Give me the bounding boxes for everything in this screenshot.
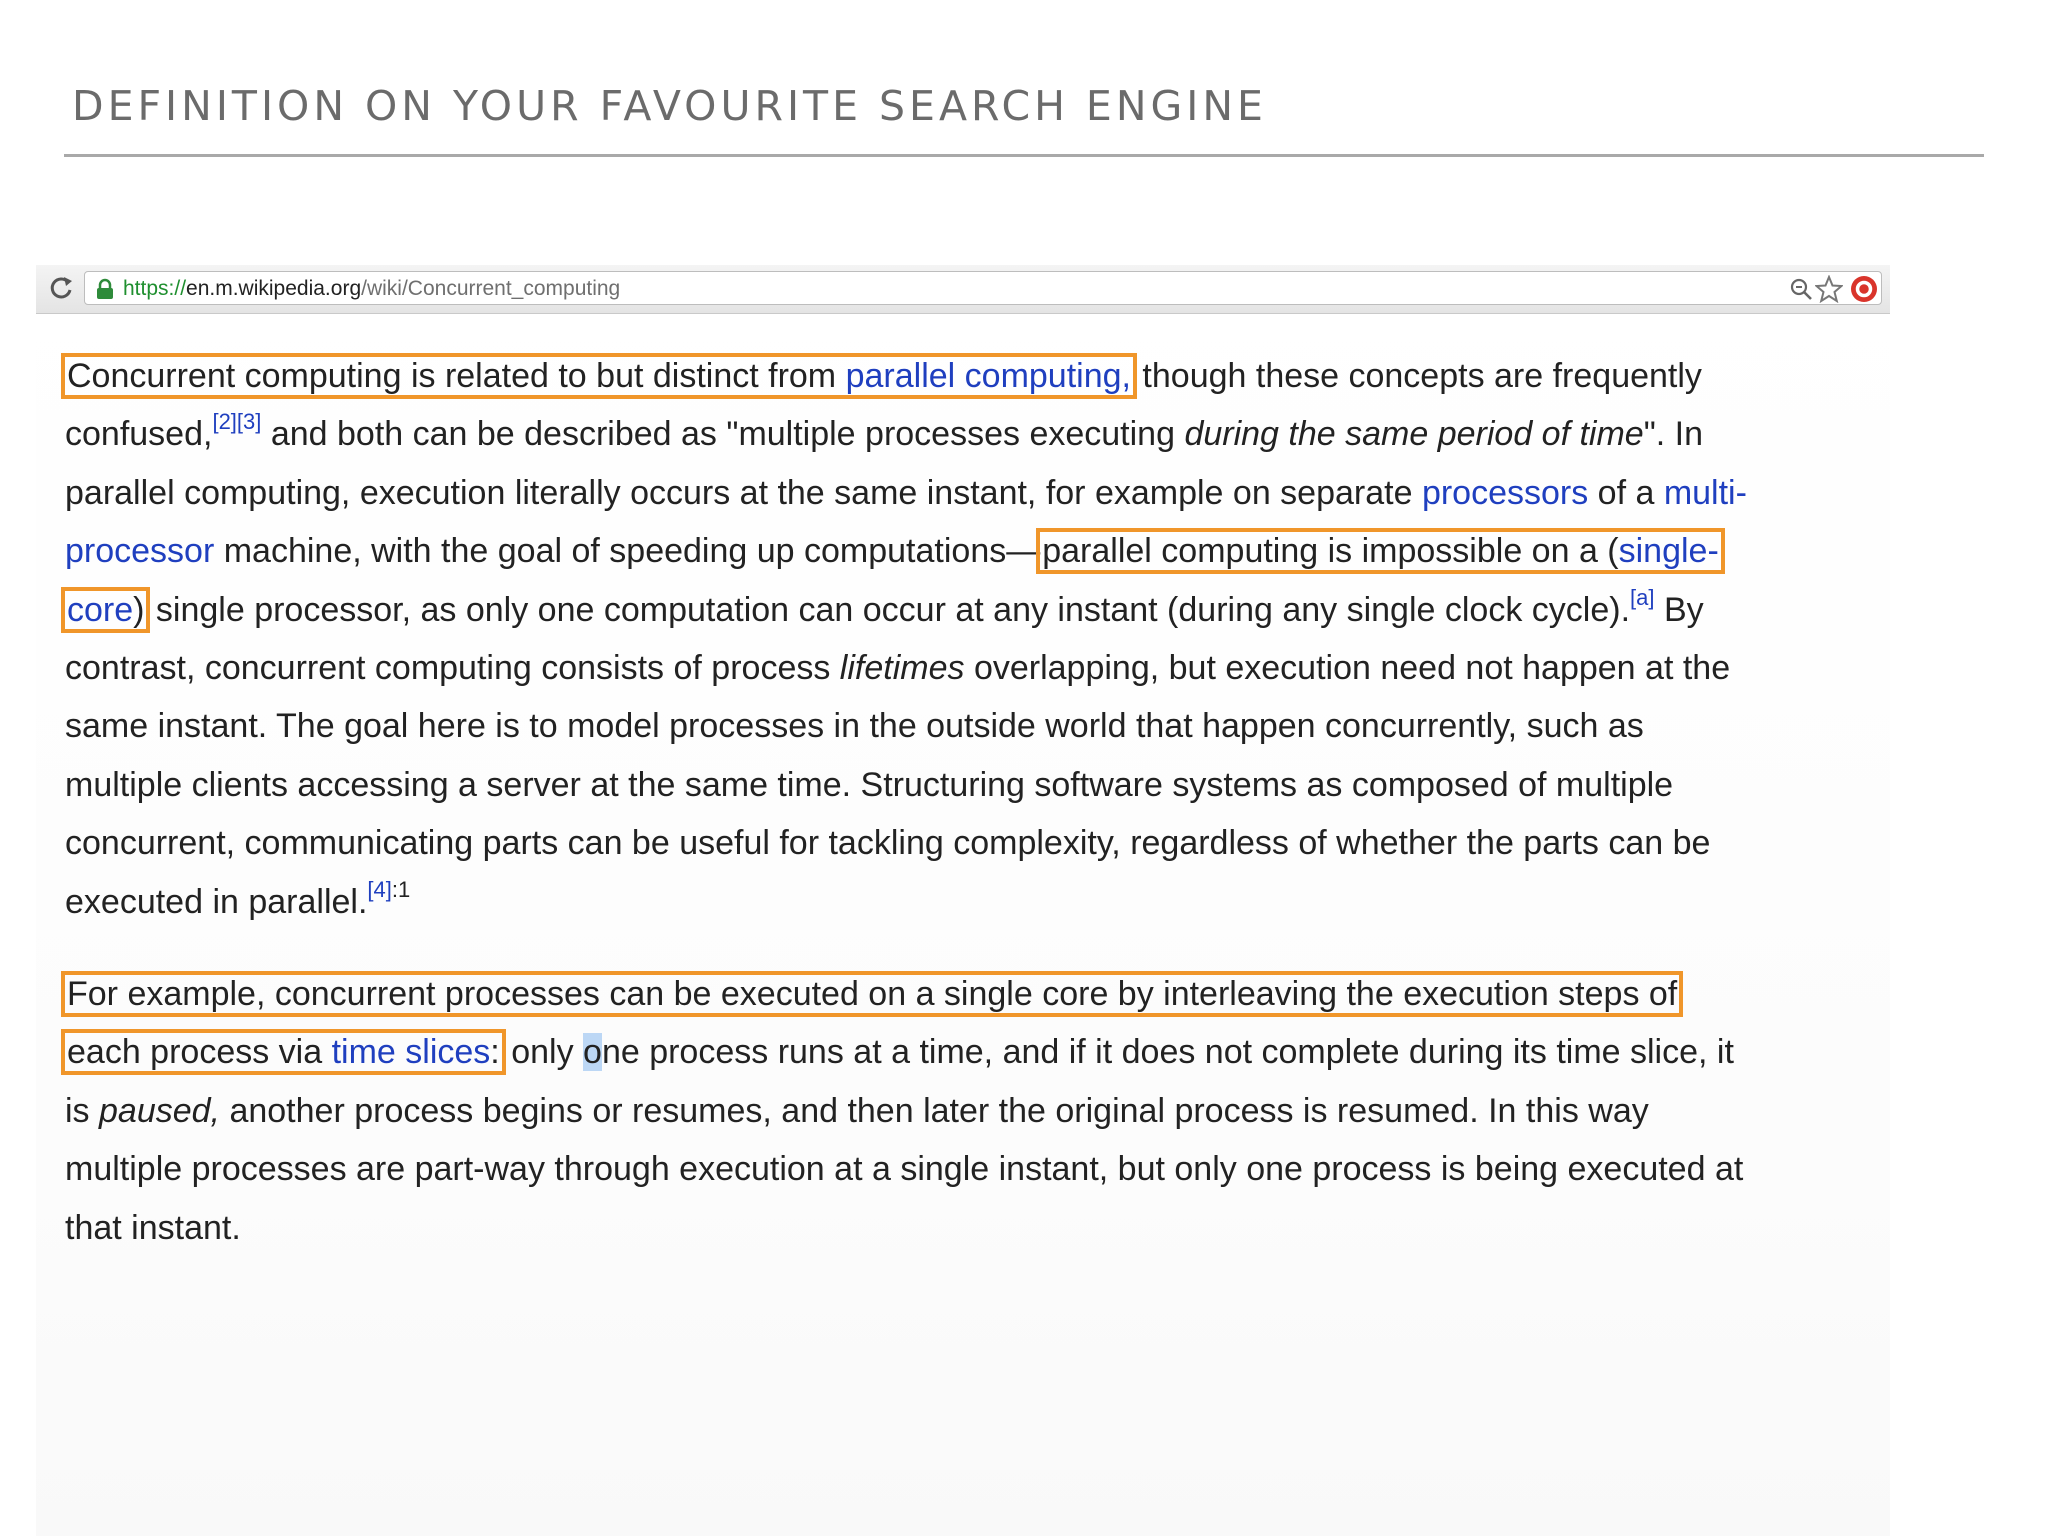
text-line: multiple clients accessing a server at the same time. Structuring software systems as composed of multiple: [65, 765, 1674, 804]
italic-text: paused,: [99, 1091, 220, 1130]
paragraph-2: [65, 965, 1895, 1257]
text-line: [65, 522, 1895, 580]
url-text[interactable]: [123, 277, 620, 301]
highlight-box: [65, 1033, 502, 1071]
reload-icon[interactable]: [46, 273, 76, 303]
highlight-box: [65, 357, 1133, 395]
extension-icon[interactable]: [1849, 274, 1879, 304]
slide-title: DEFINITION ON YOUR FAVOURITE SEARCH ENGINE: [72, 82, 1267, 130]
text: though these concepts are frequently: [1132, 357, 1702, 395]
paragraph-1: [65, 347, 1895, 931]
text-line: multiple processes are part-way through execution at a single instant, but only one process is being executed at: [65, 1150, 1744, 1189]
text: parallel computing, execution literally occurs at the same instant, for example on separate: [65, 473, 1422, 512]
title-divider: [64, 154, 1984, 157]
text: Concurrent computing is related to but distinct from: [67, 357, 846, 395]
star-icon[interactable]: [1815, 275, 1843, 303]
link-single-core[interactable]: single-: [1618, 532, 1719, 571]
text: parallel computing is impossible on a (: [1042, 532, 1619, 571]
text: overlapping, but execution need not happen at the: [964, 649, 1731, 688]
text: single processor, as only one computation can occur at any instant (during any single clock cycle).: [146, 590, 1631, 629]
browser-screenshot: [36, 265, 1890, 1536]
highlight-box: [1040, 532, 1721, 570]
text-line: [65, 464, 1895, 522]
text: executed in parallel.: [65, 882, 368, 921]
citation-number[interactable]: [4]: [367, 876, 392, 902]
text-line: that instant.: [65, 1208, 241, 1247]
text: another process begins or resumes, and then later the original process is resumed. In this way: [220, 1091, 1649, 1130]
text-line: [65, 639, 1895, 697]
text-line: [65, 873, 1895, 931]
zoom-icon[interactable]: [1789, 277, 1813, 301]
url-scheme: https://: [123, 277, 187, 300]
italic-text: lifetimes: [839, 649, 965, 688]
text: ". In: [1643, 415, 1704, 454]
text-line: [65, 1023, 1895, 1081]
lock-icon: [95, 278, 115, 300]
text: of a: [1588, 473, 1664, 512]
text-line: [65, 1082, 1895, 1140]
citation-ref[interactable]: [2][3]: [212, 409, 262, 435]
text-line: same instant. The goal here is to model processes in the outside world that happen concurrently, such as: [65, 707, 1644, 746]
link-processors[interactable]: processors: [1421, 473, 1589, 512]
link-multi-processor[interactable]: processor: [65, 532, 215, 571]
link-multi-processor[interactable]: multi-: [1663, 473, 1747, 512]
text-line: [65, 965, 1895, 1023]
article-body: [65, 347, 1895, 1291]
text: ne process runs at a time, and if it does not complete during its time slice, it: [601, 1033, 1734, 1072]
text: :: [490, 1033, 500, 1072]
citation-ref[interactable]: [367, 877, 410, 902]
url-path: /wiki/Concurrent_computing: [361, 277, 621, 300]
highlight-box: For example, concurrent processes can be executed on a single core by interleaving the execution steps of: [67, 975, 1678, 1014]
citation-ref[interactable]: [a]: [1630, 584, 1655, 610]
text: each process via: [67, 1033, 332, 1072]
citation-page: :1: [391, 876, 411, 902]
text: is: [65, 1091, 99, 1130]
address-bar[interactable]: [84, 271, 1882, 305]
text: contrast, concurrent computing consists of process: [65, 649, 840, 688]
text: only: [501, 1033, 584, 1072]
browser-toolbar: [36, 265, 1890, 314]
link-time-slices[interactable]: time slices: [331, 1033, 491, 1072]
text-line: concurrent, communicating parts can be useful for tackling complexity, regardless of whether the parts can be: [65, 824, 1711, 863]
text-line: [65, 347, 1895, 405]
text: confused,: [65, 415, 213, 454]
highlight-box: [65, 591, 146, 629]
text-line: [65, 405, 1895, 463]
url-domain: en.m.wikipedia.org: [186, 277, 362, 300]
italic-text: during the same period of time: [1184, 415, 1644, 454]
text: machine, with the goal of speeding up computations—: [214, 532, 1041, 571]
text: ): [133, 590, 145, 629]
text: By: [1654, 590, 1704, 629]
text-line: [65, 581, 1895, 639]
text: and both can be described as "multiple processes executing: [261, 415, 1185, 454]
link-parallel-computing[interactable]: parallel computing,: [845, 357, 1131, 395]
text-selection: o: [583, 1033, 602, 1072]
link-single-core[interactable]: core: [67, 590, 134, 629]
